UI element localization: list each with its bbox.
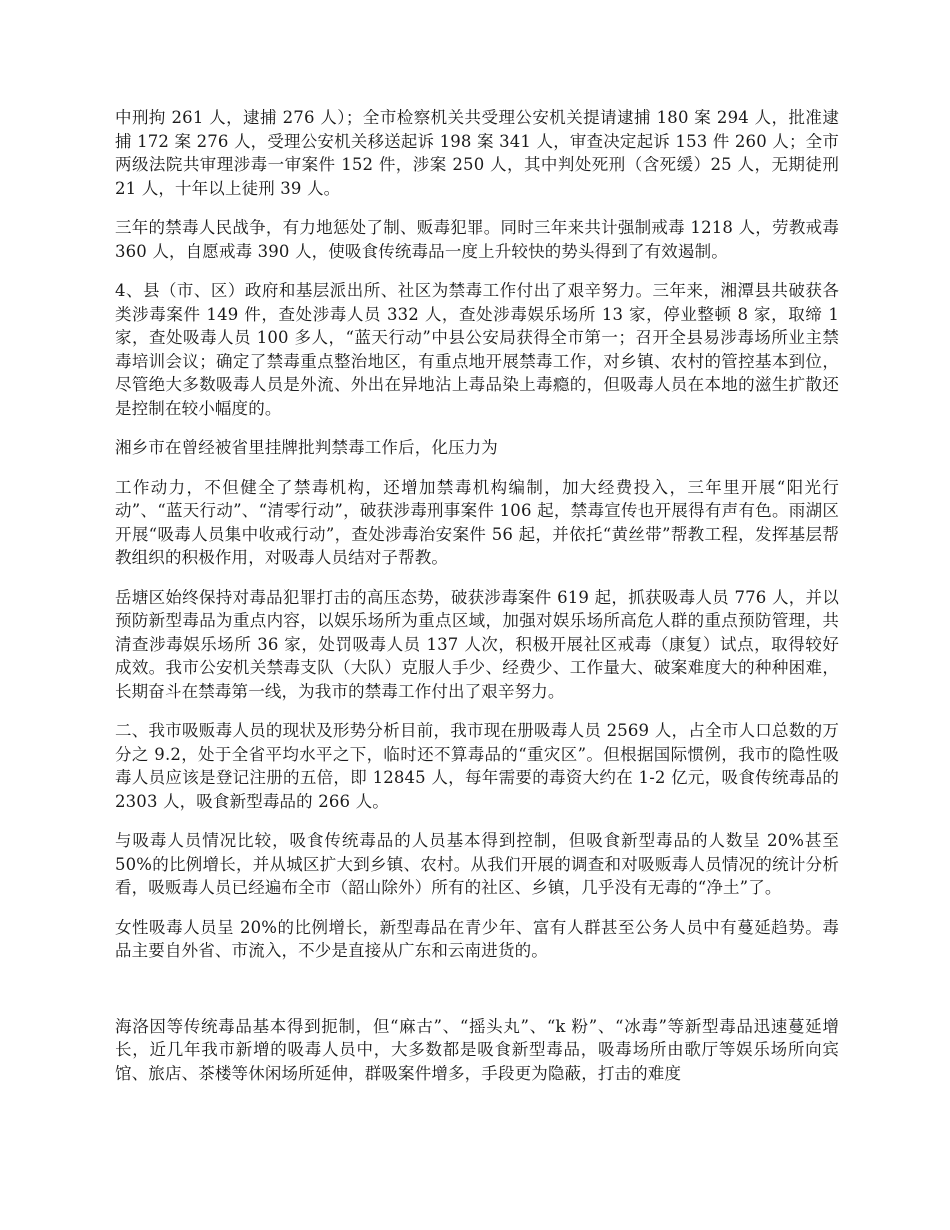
paragraph-yuetang-district: 岳塘区始终保持对毒品犯罪打击的高压态势，破获涉毒案件 619 起，抓获吸毒人员 776 人，并以预防新型毒品为重点内容，以娱乐场所为重点区域，加强对娱乐场所高危人群的重点预防管理，共清查涉毒娱乐场所 36 家，处罚吸毒人员 137 人次，积极开展社区戒毒（康复）试点，取得较好成效。我市公安机关禁毒支队（大队）克服人手少、经费少、工作量大、破案难度大的种种困难，长期奋斗在禁毒第一线，为我市的禁毒工作付出了艰辛努力。 [115, 587, 839, 701]
paragraph-county-efforts: 4、县（市、区）政府和基层派出所、社区为禁毒工作付出了艰辛努力。三年来，湘潭县共破获各类涉毒案件 149 件，查处涉毒人员 332 人，查处涉毒娱乐场所 13 家，停业整顿 8 家，取缔 1 家，查处吸毒人员 100 多人，“蓝天行动”中县公安局获得全市第一；召开全县易涉毒场所业主禁毒培训会议；确定了禁毒重点整治地区，有重点地开展禁毒工作，对乡镇、农村的管控基本到位，尽管绝大多数吸毒人员是外流、外出在异地沾上毒品染上毒瘾的，但吸毒人员在本地的滋生扩散还是控制在较小幅度的。 [115, 281, 839, 418]
paragraph-trend-comparison: 与吸毒人员情况比较，吸食传统毒品的人员基本得到控制，但吸食新型毒品的人数呈 20%甚至 50%的比例增长，并从城区扩大到乡镇、农村。从我们开展的调查和对吸贩毒人员情况的统计分析看，吸贩毒人员已经遍布全市（韶山除外）所有的社区、乡镇，几乎没有无毒的“净土”了。 [115, 831, 839, 897]
paragraph-xiangxiang-actions: 工作动力，不但健全了禁毒机构，还增加禁毒机构编制，加大经费投入，三年里开展“阳光行动”、“蓝天行动”、“清零行动”，破获涉毒刑事案件 106 起，禁毒宣传也开展得有声有色。雨湖区开展“吸毒人员集中收戒行动”，查处涉毒治安案件 56 起，并依托“黄丝带”帮教工程，发挥基层帮教组织的积极作用，对吸毒人员结对子帮教。 [115, 477, 839, 567]
paragraph-xiangxiang-intro: 湘乡市在曾经被省里挂牌批判禁毒工作后，化压力为 [115, 438, 498, 457]
paragraph-female-users: 女性吸毒人员呈 20%的比例增长，新型毒品在青少年、富有人群甚至公务人员中有蔓延趋势。毒品主要自外省、市流入，不少是直接从广东和云南进货的。 [115, 917, 839, 960]
document-body [115, 106, 839, 1101]
paragraph-new-drugs: 海洛因等传统毒品基本得到扼制，但“麻古”、“摇头丸”、“k 粉”、“冰毒”等新型毒品迅速蔓延增长，近几年我市新增的吸毒人员中，大多数都是吸食新型毒品，吸毒场所由歌厅等娱乐场所向宾馆、旅店、茶楼等休闲场所延伸，群吸案件增多，手段更为隐蔽，打击的难度 [115, 1016, 839, 1083]
paragraph-current-situation: 二、我市吸贩毒人员的现状及形势分析目前，我市现在册吸毒人员 2569 人，占全市人口总数的万分之 9.2，处于全省平均水平之下，临时还不算毒品的“重灾区”。但根据国际惯例，我市的隐性吸毒人员应该是登记注册的五倍，即 12845 人，每年需要的毒资大约在 1-2 亿元，吸食传统毒品的 2303 人，吸食新型毒品的 266 人。 [115, 721, 839, 811]
paragraph-prosecution-stats: 中刑拘 261 人，逮捕 276 人）；全市检察机关共受理公安机关提请逮捕 180 案 294 人，批准逮捕 172 案 276 人，受理公安机关移送起诉 198 案 341 人，审查决定起诉 153 件 260 人；全市两级法院共审理涉毒一审案件 152 件，涉案 250 人，其中判处死刑（含死缓）25 人，无期徒刑 21 人，十年以上徒刑 39 人。 [115, 108, 839, 198]
paragraph-rehab-stats: 三年的禁毒人民战争，有力地惩处了制、贩毒犯罪。同时三年来共计强制戒毒 1218 人，劳教戒毒 360 人，自愿戒毒 390 人，使吸食传统毒品一度上升较快的势头得到了有效遏制。 [115, 218, 839, 261]
paragraph-gap [115, 979, 839, 1015]
